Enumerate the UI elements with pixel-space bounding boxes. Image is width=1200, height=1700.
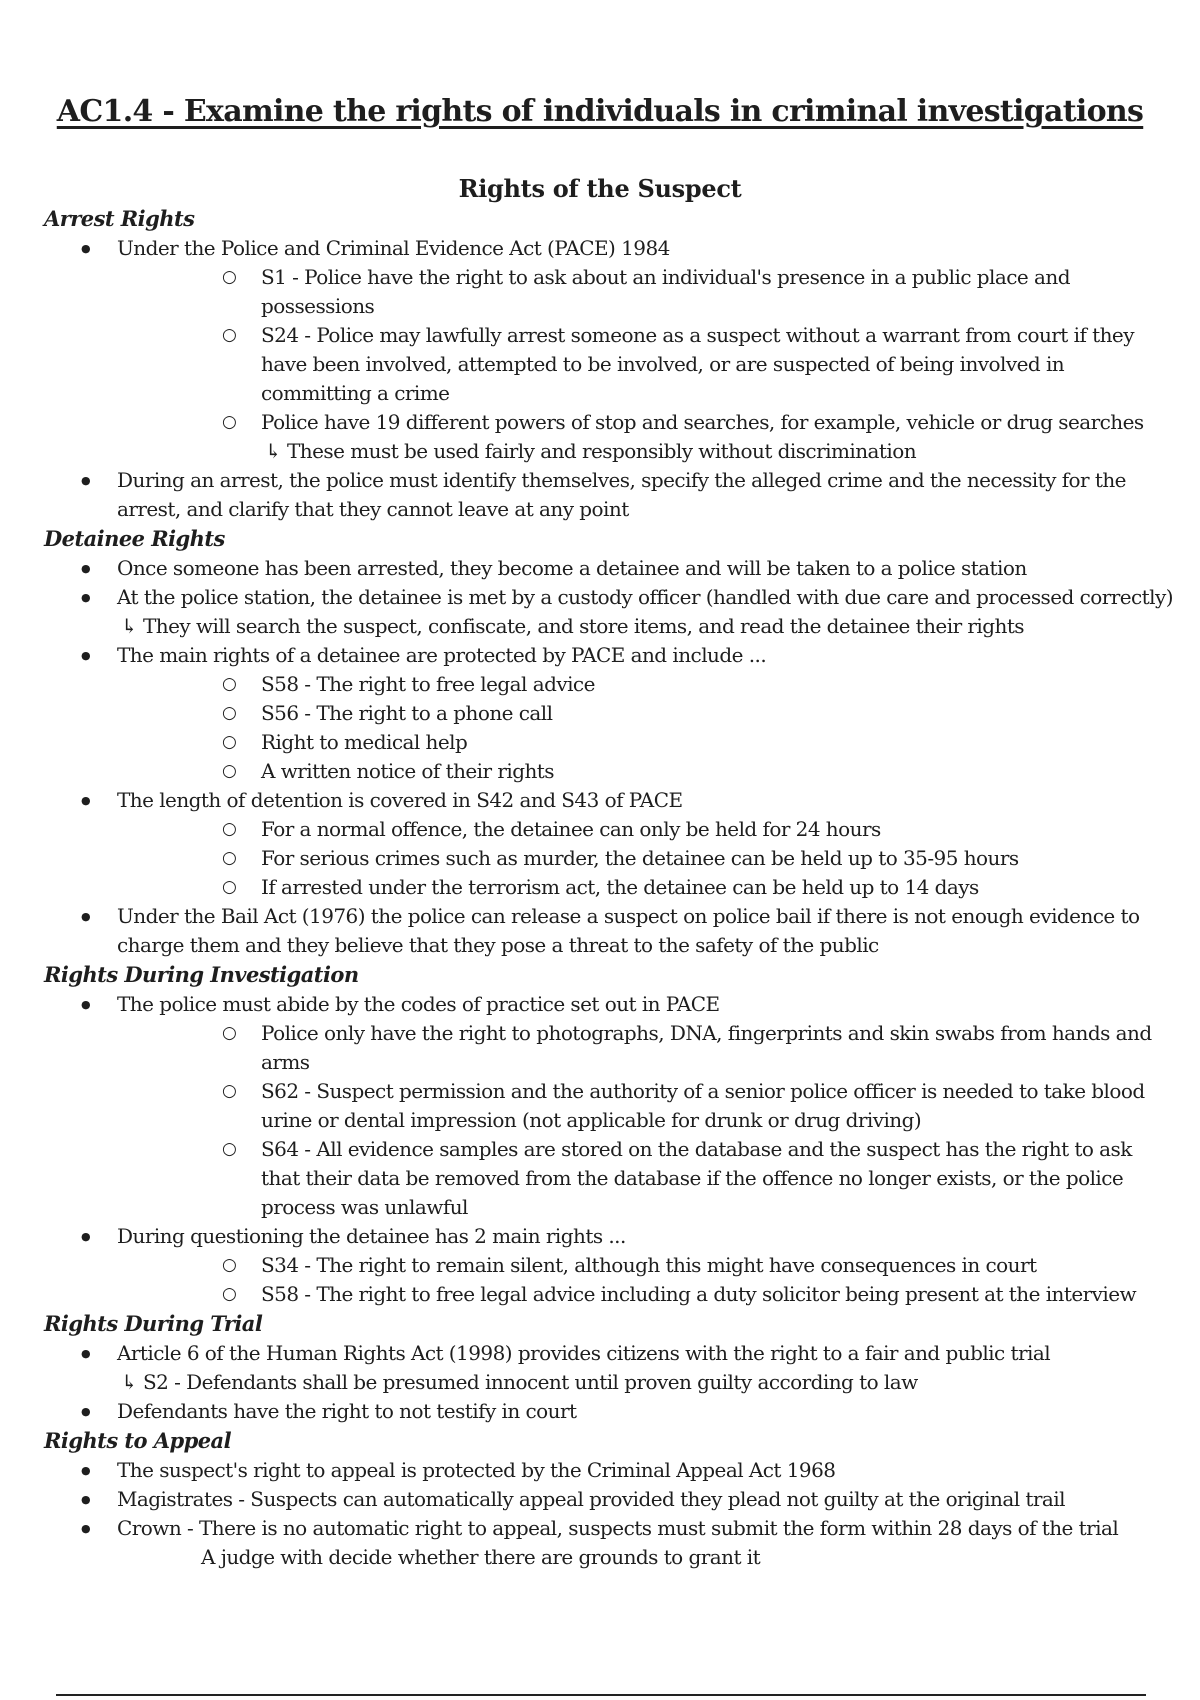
sub-list-item: ○ For serious crimes such as murder, the detainee can be held up to 35-95 hours [117, 844, 1174, 873]
sub-list-item: ○ S1 - Police have the right to ask about an individual's presence in a public place and possessions [117, 263, 1174, 321]
list-item: ● Under the Bail Act (1976) the police can release a suspect on police bail if there is not enough evidence to charge them and they believe that they pose a threat to the safety of the public [44, 902, 1174, 960]
sub-list-item: ○ S58 - The right to free legal advice including a duty solicitor being present at the interview [117, 1280, 1174, 1309]
section-heading-appeal: Rights to Appeal [44, 1428, 232, 1453]
appeal-list [44, 1456, 1174, 1572]
section-heading-arrest: Arrest Rights [44, 206, 195, 231]
sub-list-item: ○ S34 - The right to remain silent, although this might have consequences in court [117, 1251, 1174, 1280]
sub-list-item: ○ If arrested under the terrorism act, the detainee can be held up to 14 days [117, 873, 1174, 902]
footer-divider [56, 1694, 1146, 1696]
list-item-text: During questioning the detainee has 2 main rights ... [117, 1224, 626, 1248]
sub-list-item: ○ A written notice of their rights [117, 757, 1174, 786]
detainee-list [44, 554, 1174, 960]
arrow-note: ↳ They will search the suspect, confiscate, and store items, and read the detainee their rights [121, 614, 1025, 638]
list-item [44, 1339, 1174, 1397]
list-item-text: The police must abide by the codes of practice set out in PACE [117, 992, 720, 1016]
investigation-list [44, 990, 1174, 1309]
list-item: ● During an arrest, the police must identify themselves, specify the alleged crime and the necessity for the arrest, and clarify that they cannot leave at any point [44, 466, 1174, 524]
sub-list-item: ○ S62 - Suspect permission and the authority of a senior police officer is needed to take blood urine or dental impression (not applicable for drunk or drug driving) [117, 1077, 1174, 1135]
sub-list [190, 1251, 1174, 1309]
page-title: AC1.4 - Examine the rights of individuals in criminal investigations [56, 94, 1144, 129]
arrow-note: ↳ These must be used fairly and responsibly without discrimination [265, 439, 917, 463]
list-item-text: Article 6 of the Human Rights Act (1998) provides citizens with the right to a fair and public trial [117, 1341, 1051, 1365]
sub-list [190, 670, 1174, 786]
list-item: ● Defendants have the right to not testify in court [44, 1397, 1174, 1426]
list-item-text: The length of detention is covered in S42 and S43 of PACE [117, 788, 683, 812]
sub-list-item: ○ S24 - Police may lawfully arrest someone as a suspect without a warrant from court if they have been involved, attempted to be involved, or are suspected of being involved in committing a crime [117, 321, 1174, 408]
list-item [44, 1222, 1174, 1309]
sub-list-item [117, 408, 1174, 466]
list-item: ● Once someone has been arrested, they become a detainee and will be taken to a police station [44, 554, 1174, 583]
sub-list-item: ○ Police only have the right to photographs, DNA, fingerprints and skin swabs from hands and arms [117, 1019, 1174, 1077]
section-heading-detainee: Detainee Rights [44, 526, 225, 551]
sub-list-item-text: Police have 19 different powers of stop and searches, for example, vehicle or drug searches [261, 410, 1144, 434]
list-item: ● The suspect's right to appeal is protected by the Criminal Appeal Act 1968 [44, 1456, 1174, 1485]
document-body [44, 204, 1174, 1572]
list-item [44, 583, 1174, 641]
list-item [44, 641, 1174, 786]
section-heading-investigation: Rights During Investigation [44, 962, 359, 987]
sub-list [190, 1019, 1174, 1222]
section-heading-trial: Rights During Trial [44, 1311, 263, 1336]
list-item [44, 786, 1174, 902]
list-item: ● Magistrates - Suspects can automatically appeal provided they plead not guilty at the original trail [44, 1485, 1174, 1514]
indented-note: A judge with decide whether there are grounds to grant it [201, 1545, 761, 1569]
list-item-text: At the police station, the detainee is met by a custody officer (handled with due care and processed correctly) [117, 585, 1174, 609]
list-item [44, 234, 1174, 466]
sub-list-item: ○ S64 - All evidence samples are stored on the database and the suspect has the right to ask that their data be removed from the database if the offence no longer exists, or the police process was unlawful [117, 1135, 1174, 1222]
list-item-text: Under the Police and Criminal Evidence Act (PACE) 1984 [117, 236, 670, 260]
list-item [44, 1514, 1174, 1572]
sub-list [190, 815, 1174, 902]
list-item-text: Crown - There is no automatic right to appeal, suspects must submit the form within 28 days of the trial [117, 1516, 1119, 1540]
sub-list-item: ○ For a normal offence, the detainee can only be held for 24 hours [117, 815, 1174, 844]
sub-list-item: ○ Right to medical help [117, 728, 1174, 757]
list-item-text: The main rights of a detainee are protected by PACE and include ... [117, 643, 767, 667]
arrest-list [44, 234, 1174, 524]
page-subtitle: Rights of the Suspect [458, 174, 742, 203]
arrow-note: ↳ S2 - Defendants shall be presumed innocent until proven guilty according to law [121, 1370, 918, 1394]
sub-list [190, 263, 1174, 466]
sub-list-item: ○ S58 - The right to free legal advice [117, 670, 1174, 699]
trial-list [44, 1339, 1174, 1426]
list-item [44, 990, 1174, 1222]
sub-list-item: ○ S56 - The right to a phone call [117, 699, 1174, 728]
